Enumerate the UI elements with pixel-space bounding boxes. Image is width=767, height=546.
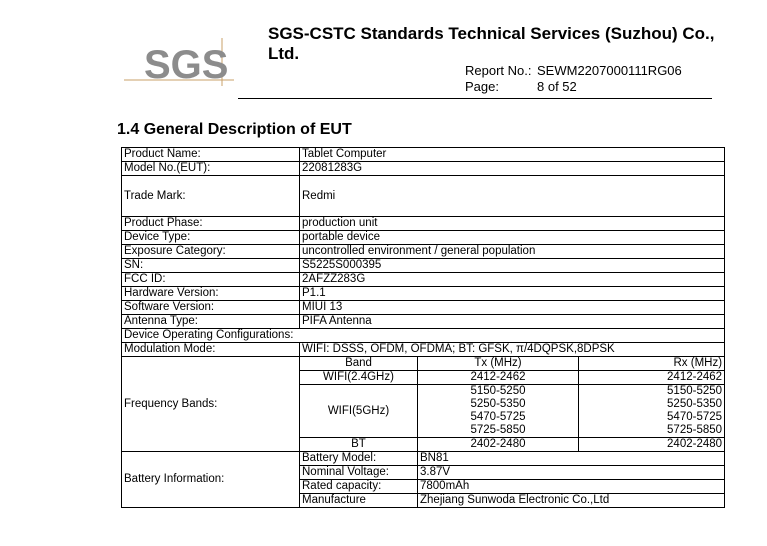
table-row (122, 273, 725, 287)
table-row (122, 231, 725, 245)
row-value: production unit (300, 217, 725, 231)
table-row (122, 301, 725, 315)
row-value: uncontrolled environment / general population (300, 245, 725, 259)
row-label: Software Version: (122, 301, 300, 315)
row-label: Device Operating Configurations: (122, 329, 725, 343)
rx-range: 2402-2480 (579, 438, 725, 452)
row-value: WIFI: DSSS, OFDM, OFDMA; BT: GFSK, π/4DQPSK,8DPSK (300, 343, 725, 357)
page-number: 8 of 52 (537, 79, 577, 94)
table-row (122, 148, 725, 162)
table-row (122, 176, 725, 217)
battery-item-label: Battery Model: (300, 452, 418, 466)
section-title: 1.4 General Description of EUT (117, 121, 352, 138)
row-value: 22081283G (300, 162, 725, 176)
eut-description-table (121, 147, 725, 508)
battery-item-label: Rated capacity: (300, 480, 418, 494)
band-name: WIFI(2.4GHz) (300, 371, 418, 385)
row-label: SN: (122, 259, 300, 273)
row-label: Model No.(EUT): (122, 162, 300, 176)
report-no-label: Report No.: (465, 63, 532, 78)
row-label: Hardware Version: (122, 287, 300, 301)
tx-range: 5150-5250 (418, 385, 579, 399)
row-value: S5225S000395 (300, 259, 725, 273)
rx-header: Rx (MHz) (579, 357, 725, 371)
battery-item-label: Manufacture (300, 494, 418, 508)
rx-range: 2412-2462 (579, 371, 725, 385)
table-row (122, 245, 725, 259)
company-name: SGS-CSTC Standards Technical Services (Suzhou) Co., Ltd. (268, 24, 715, 63)
report-no: SEWM2207000111RG06 (537, 63, 682, 78)
row-label: Trade Mark: (122, 176, 300, 217)
tx-range: 5250-5350 (418, 398, 579, 411)
table-row (122, 287, 725, 301)
rx-range: 5150-5250 (579, 385, 725, 399)
band-name: WIFI(5GHz) (300, 385, 418, 438)
battery-item-value: Zhejiang Sunwoda Electronic Co.,Ltd (418, 494, 725, 508)
tx-header: Tx (MHz) (418, 357, 579, 371)
tx-range: 2402-2480 (418, 438, 579, 452)
row-value: portable device (300, 231, 725, 245)
row-value: 2AFZZ283G (300, 273, 725, 287)
row-label: Modulation Mode: (122, 343, 300, 357)
battery-item-value: BN81 (418, 452, 725, 466)
tx-range: 5725-5850 (418, 424, 579, 438)
table-row (122, 315, 725, 329)
tx-range: 2412-2462 (418, 371, 579, 385)
table-row (122, 357, 725, 371)
report-info (465, 63, 682, 95)
header-divider (238, 98, 712, 99)
row-label: Exposure Category: (122, 245, 300, 259)
row-label: Product Phase: (122, 217, 300, 231)
frequency-bands-label: Frequency Bands: (122, 357, 300, 452)
row-label: Device Type: (122, 231, 300, 245)
rx-range: 5725-5850 (579, 424, 725, 438)
battery-info-label: Battery Information: (122, 452, 300, 508)
tx-range: 5470-5725 (418, 411, 579, 424)
logo-text: SGS (144, 43, 229, 87)
page-label: Page: (465, 79, 499, 94)
battery-item-label: Nominal Voltage: (300, 466, 418, 480)
table-row (122, 452, 725, 466)
row-value: P1.1 (300, 287, 725, 301)
battery-item-value: 7800mAh (418, 480, 725, 494)
band-name: BT (300, 438, 418, 452)
sgs-logo (124, 34, 240, 90)
row-value: MIUI 13 (300, 301, 725, 315)
table-row (122, 329, 725, 343)
table-row (122, 162, 725, 176)
row-value: Tablet Computer (300, 148, 725, 162)
row-label: FCC ID: (122, 273, 300, 287)
row-value: Redmi (300, 176, 725, 217)
band-header: Band (300, 357, 418, 371)
battery-item-value: 3.87V (418, 466, 725, 480)
row-label: Antenna Type: (122, 315, 300, 329)
table-row (122, 343, 725, 357)
rx-range: 5470-5725 (579, 411, 725, 424)
table-row (122, 259, 725, 273)
row-label: Product Name: (122, 148, 300, 162)
row-value: PIFA Antenna (300, 315, 725, 329)
rx-range: 5250-5350 (579, 398, 725, 411)
table-row (122, 217, 725, 231)
